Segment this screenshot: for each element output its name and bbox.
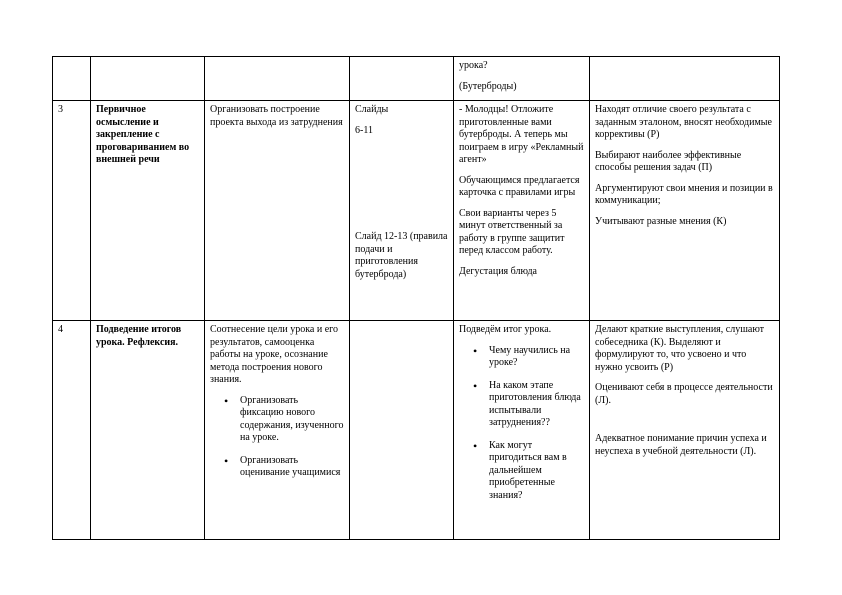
teacher-text: - Молодцы! Отложите приготовленные вами бутерброды. А теперь мы поиграем в игру «Рекламный агент» (459, 104, 584, 165)
cell-slides (350, 57, 454, 101)
question-bullet-list (459, 345, 584, 503)
teacher-text: Обучающимся предлагается карточка с правилами игры (459, 174, 580, 198)
teacher-text: Дегустация блюда (459, 265, 537, 277)
list-item: • Организовать фиксацию нового содержания, изученного на уроке. (240, 395, 344, 445)
table-row-stage-3 (53, 101, 780, 321)
lesson-plan-table (52, 56, 780, 540)
cell-number (53, 101, 91, 321)
table-row-continuation (53, 57, 780, 101)
goal-bullet-list (210, 395, 344, 480)
teacher-text: Подведём итог урока. (459, 324, 552, 335)
cell-teacher-activity (454, 321, 590, 540)
text-line: (Бутерброды) (459, 80, 517, 92)
list-item: • Организовать оценивание учащимися (240, 455, 344, 480)
cell-teacher-activity (454, 57, 590, 101)
slides-label: Слайды (355, 104, 389, 115)
stage-title: Подведение итогов урока. Рефлексия. (96, 324, 182, 348)
cell-student-activity (590, 321, 780, 540)
cell-number (53, 57, 91, 101)
list-item: • На каком этапе приготовления блюда испытывали затруднения?? (489, 380, 584, 430)
cell-teacher-activity (454, 101, 590, 321)
table-row-stage-4 (53, 321, 780, 540)
cell-number (53, 321, 91, 540)
cell-goal (205, 57, 350, 101)
cell-slides (350, 321, 454, 540)
teacher-text: Свои варианты через 5 минут ответственный за работу в группе защитит перед классом работу. (459, 207, 565, 256)
student-text: Выбирают наиболее эффективные способы решения задач (П) (595, 149, 742, 173)
student-text: Находят отличие своего результата с заданным эталоном, вносят необходимые коррективы (Р) (595, 104, 772, 140)
cell-goal (205, 321, 350, 540)
row-number: 3 (58, 104, 63, 115)
cell-stage (91, 57, 205, 101)
cell-stage (91, 101, 205, 321)
student-text: Оценивают себя в процессе деятельности (Л). (595, 382, 773, 406)
text-line: урока? (459, 60, 488, 71)
cell-stage (91, 321, 205, 540)
row-number: 4 (58, 324, 63, 335)
slides-range: 6-11 (355, 124, 373, 136)
cell-student-activity (590, 101, 780, 321)
student-text: Делают краткие выступления, слушают собеседника (К). Выделяют и формулируют то, что усвоено и что нужно усвоить (Р) (595, 324, 765, 373)
student-text: Адекватное понимание причин успеха и неуспеха в учебной деятельности (Л). (595, 433, 767, 457)
list-item: • Как могут пригодиться вам в дальнейшем приобретенные знания? (489, 440, 584, 503)
goal-text: Организовать построение проекта выхода из затруднения (210, 104, 343, 128)
student-text: Аргументируют свои мнения и позиции в коммуникации; (595, 182, 773, 206)
student-text: Учитывают разные мнения (К) (595, 215, 727, 227)
list-item: • Чему научились на уроке? (489, 345, 584, 370)
cell-student-activity (590, 57, 780, 101)
stage-title: Первичное осмысление и закрепление с проговариванием во внешней речи (96, 104, 190, 165)
cell-slides (350, 101, 454, 321)
goal-text: Соотнесение цели урока и его результатов, самооценка работы на уроке, осознание метода построения нового знания. (210, 324, 339, 385)
slides-note: Слайд 12-13 (правила подачи и приготовления бутерброда) (355, 231, 448, 280)
cell-goal (205, 101, 350, 321)
